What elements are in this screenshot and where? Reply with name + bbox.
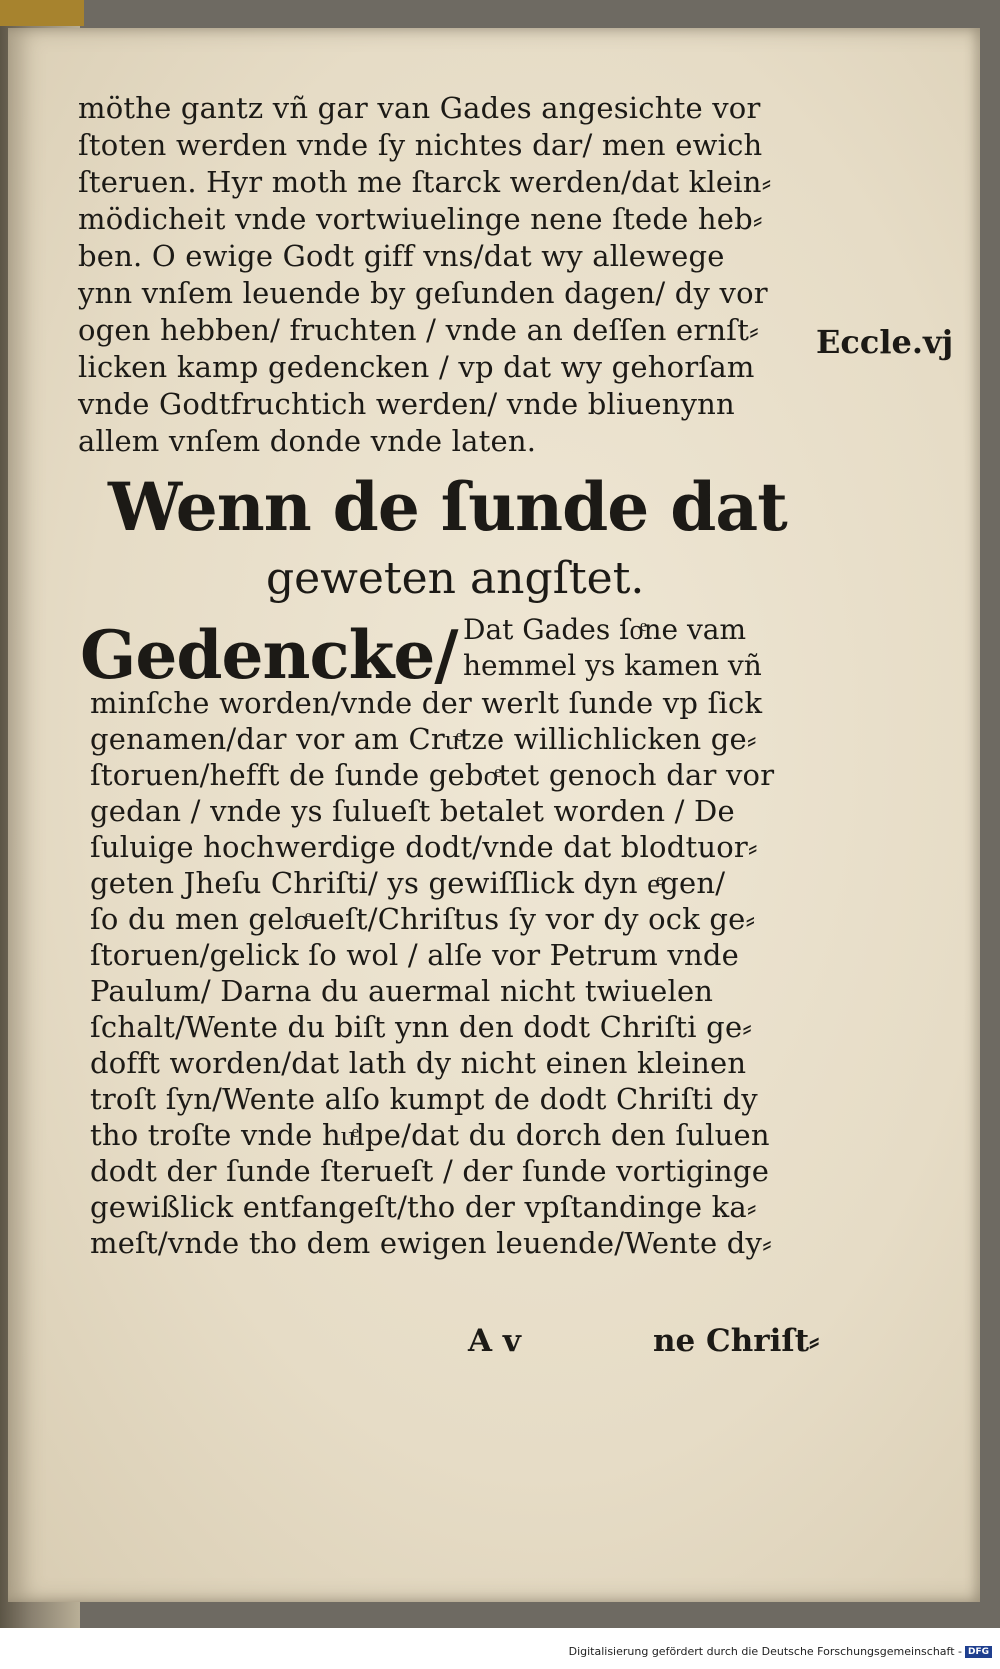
digitization-credit xyxy=(569,1645,992,1658)
initial-word: Gedencke/ xyxy=(80,616,458,694)
body-line: Paulum/ Darna du auermal nicht twiuelen xyxy=(90,974,714,1008)
text-line: licken kamp gedencken / vp dat wy gehorſam xyxy=(78,350,755,384)
body-line: dodt der ſunde ſterueſt / der ſunde vortiginge xyxy=(90,1154,770,1188)
body-line: gewißlick entfangeſt/tho der vpſtandinge ka⸗ xyxy=(90,1190,757,1224)
side-line: Dat Gades ſoͤne vam xyxy=(463,613,747,646)
text-line: allem vnſem donde vnde laten. xyxy=(78,424,537,458)
body-line: ſchalt/Wente du biſt ynn den dodt Chriſti ge⸗ xyxy=(90,1010,753,1044)
section-subheading: geweten angſtet. xyxy=(266,553,645,604)
text-line: ſteruen. Hyr moth me ſtarck werden/dat klein⸗ xyxy=(78,165,772,199)
text-line: ynn vnſem leuende by geſunden dagen/ dy vor xyxy=(78,276,768,310)
section-heading: Wenn de ſunde dat xyxy=(108,468,787,546)
marginal-note: Eccle.vj xyxy=(816,323,954,361)
text-line: ogen hebben/ fruchten / vnde an deſſen ernſt⸗ xyxy=(78,313,759,347)
text-line: möthe gantz vñ gar van Gades angesichte vor xyxy=(78,91,761,125)
body-line: ſtoruen/gelick ſo wol / alſe vor Petrum vnde xyxy=(90,938,739,972)
body-line: gedan / vnde ys ſulueſt betalet worden / De xyxy=(90,794,735,828)
spine-binding-strip xyxy=(0,0,84,26)
side-line: hemmel ys kamen vñ xyxy=(463,649,762,682)
body-line: ſtoruen/hefft de ſunde geboͤtet genoch dar vor xyxy=(90,758,775,792)
body-line: ſuluige hochwerdige dodt/vnde dat blodtuor⸗ xyxy=(90,830,758,864)
body-line: minſche worden/vnde der werlt ſunde vp ſick xyxy=(90,686,763,720)
body-line: dofft worden/dat lath dy nicht einen kleinen xyxy=(90,1046,747,1080)
text-line: ben. O ewige Godt giff vns/dat wy allewege xyxy=(78,239,725,273)
text-line: vnde Godtfruchtich werden/ vnde bliuenynn xyxy=(78,387,735,421)
body-line: tho troſte vnde huͤlpe/dat du dorch den ſuluen xyxy=(90,1118,770,1152)
book-page xyxy=(8,28,980,1602)
body-line: meſt/vnde tho dem ewigen leuende/Wente dy⸗ xyxy=(90,1226,772,1260)
body-line: troſt ſyn/Wente alſo kumpt de dodt Chriſti dy xyxy=(90,1082,758,1116)
catchword: ne Chriſt⸗ xyxy=(653,1323,820,1359)
body-line: genamen/dar vor am Cruͤtze willichlicken ge⸗ xyxy=(90,722,757,756)
body-line: geten Jheſu Chriſti/ ys gewiſſlick dyn eͤgen/ xyxy=(90,866,726,900)
signature-mark: A v xyxy=(468,1323,521,1359)
body-line: ſo du men geloͤueſt/Chriſtus ſy vor dy ock ge⸗ xyxy=(90,902,756,936)
credit-text: Digitalisierung gefördert durch die Deutsche Forschungsgemeinschaft - xyxy=(568,1645,962,1658)
text-line: mödicheit vnde vortwiuelinge nene ſtede heb⸗ xyxy=(78,202,763,236)
dfg-logo: DFG xyxy=(965,1646,992,1658)
text-line: ſtoten werden vnde ſy nichtes dar/ men ewich xyxy=(78,128,763,162)
